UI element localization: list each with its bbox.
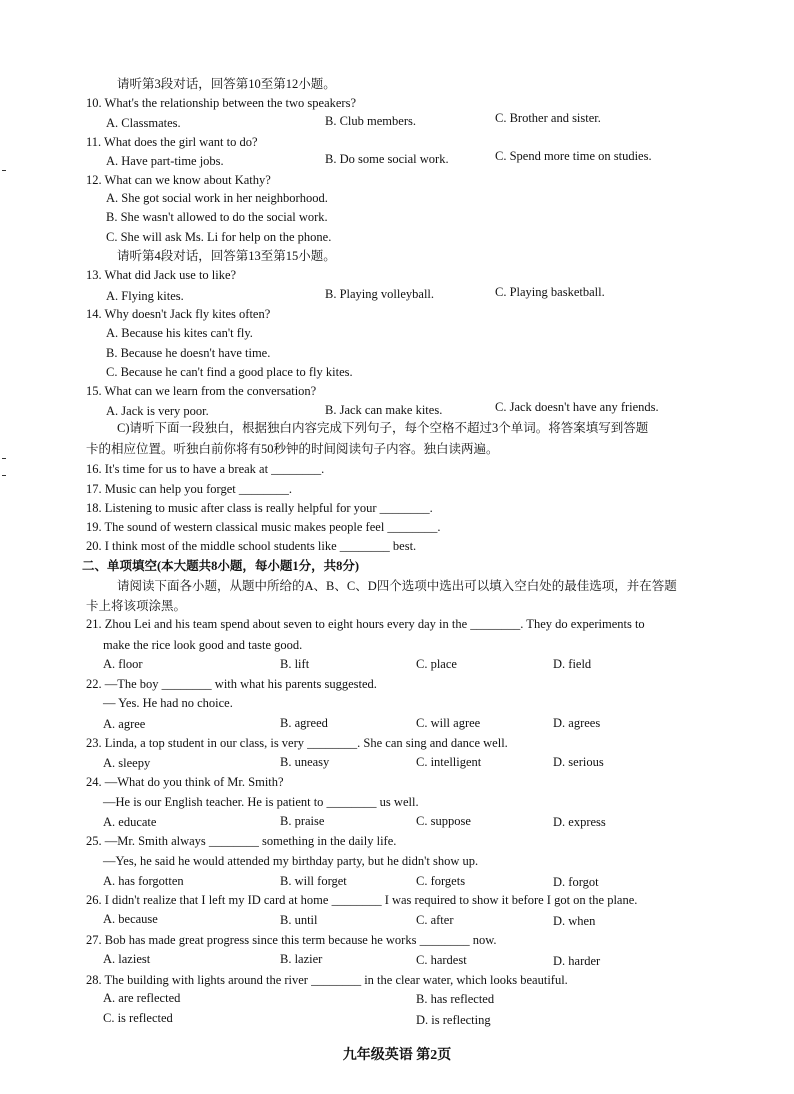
section-intro-3: 请听第3段对话，回答第10至第12小题。 bbox=[117, 77, 336, 91]
q28-option-a[interactable]: A. are reflected bbox=[103, 991, 181, 1005]
q23-stem: 23. Linda, a top student in our class, is very ________. She can sing and dance well. bbox=[86, 736, 508, 750]
page-footer: 九年级英语 第2页 bbox=[342, 1048, 452, 1063]
q14-option-c[interactable]: C. Because he can't find a good place to fly kites. bbox=[106, 365, 353, 379]
margin-mark bbox=[2, 458, 6, 459]
q22-stem: 22. —The boy ________ with what his parents suggested. bbox=[86, 677, 377, 691]
q27-stem: 27. Bob has made great progress since this term because he works ________ now. bbox=[86, 933, 497, 947]
part-c-instructions-1: C)请听下面一段独白，根据独白内容完成下列句子，每个空格不超过3个单词。将答案填写到答题 bbox=[117, 421, 649, 435]
margin-mark bbox=[2, 475, 6, 476]
q13-option-c[interactable]: C. Playing basketball. bbox=[495, 285, 605, 299]
q27-option-a[interactable]: A. laziest bbox=[103, 952, 151, 966]
q11-option-a[interactable]: A. Have part-time jobs. bbox=[106, 154, 224, 168]
part-2-title: 二、单项填空(本大题共8小题，每小题1分，共8分) bbox=[82, 559, 360, 573]
q26-option-b[interactable]: B. until bbox=[280, 913, 318, 927]
q10-stem: 10. What's the relationship between the two speakers? bbox=[86, 96, 356, 110]
q24-option-a[interactable]: A. educate bbox=[103, 815, 157, 829]
q10-option-b[interactable]: B. Club members. bbox=[325, 114, 416, 128]
q26-option-c[interactable]: C. after bbox=[416, 913, 454, 927]
q25-option-a[interactable]: A. has forgotten bbox=[103, 874, 184, 888]
q25-stem: 25. —Mr. Smith always ________ something in the daily life. bbox=[86, 834, 397, 848]
q27-option-b[interactable]: B. lazier bbox=[280, 952, 323, 966]
q18-sentence: 18. Listening to music after class is really helpful for your ________. bbox=[86, 501, 433, 515]
q17-sentence: 17. Music can help you forget ________. bbox=[86, 482, 292, 496]
q23-option-a[interactable]: A. sleepy bbox=[103, 756, 151, 770]
q21-option-c[interactable]: C. place bbox=[416, 657, 457, 671]
q12-option-b[interactable]: B. She wasn't allowed to do the social work. bbox=[106, 210, 328, 224]
q13-stem: 13. What did Jack use to like? bbox=[86, 268, 237, 282]
q22-option-a[interactable]: A. agree bbox=[103, 717, 146, 731]
q20-sentence: 20. I think most of the middle school students like ________ best. bbox=[86, 539, 417, 553]
margin-mark bbox=[2, 170, 6, 171]
q10-option-c[interactable]: C. Brother and sister. bbox=[495, 111, 601, 125]
q13-option-a[interactable]: A. Flying kites. bbox=[106, 289, 184, 303]
q27-option-d[interactable]: D. harder bbox=[553, 954, 601, 968]
part-2-instructions-2: 卡上将该项涂黑。 bbox=[86, 599, 187, 613]
q16-sentence: 16. It's time for us to have a break at ________. bbox=[86, 462, 325, 476]
q25-option-d[interactable]: D. forgot bbox=[553, 875, 599, 889]
q25-option-c[interactable]: C. forgets bbox=[416, 874, 466, 888]
q23-option-d[interactable]: D. serious bbox=[553, 755, 604, 769]
part-2-instructions-1: 请阅读下面各小题，从题中所给的A、B、C、D四个选项中选出可以填入空白处的最佳选项，并在答题 bbox=[117, 579, 677, 593]
q22-option-d[interactable]: D. agrees bbox=[553, 716, 601, 730]
q21-option-b[interactable]: B. lift bbox=[280, 657, 310, 671]
q11-option-c[interactable]: C. Spend more time on studies. bbox=[495, 149, 652, 163]
q28-stem: 28. The building with lights around the river ________ in the clear water, which looks beautiful. bbox=[86, 973, 568, 987]
q25-option-b[interactable]: B. will forget bbox=[280, 874, 347, 888]
q28-option-d[interactable]: D. is reflecting bbox=[416, 1013, 491, 1027]
q24-response: —He is our English teacher. He is patient to ________ us well. bbox=[103, 795, 419, 809]
q28-option-b[interactable]: B. has reflected bbox=[416, 992, 495, 1006]
q22-response: — Yes. He had no choice. bbox=[103, 696, 233, 710]
q25-response: —Yes, he said he would attended my birthday party, but he didn't show up. bbox=[103, 854, 479, 868]
q27-option-c[interactable]: C. hardest bbox=[416, 953, 467, 967]
q12-option-a[interactable]: A. She got social work in her neighborhood. bbox=[106, 191, 328, 205]
q11-option-b[interactable]: B. Do some social work. bbox=[325, 152, 449, 166]
q12-option-c[interactable]: C. She will ask Ms. Li for help on the phone. bbox=[106, 230, 332, 244]
q21-option-a[interactable]: A. floor bbox=[103, 657, 143, 671]
q13-option-b[interactable]: B. Playing volleyball. bbox=[325, 287, 435, 301]
q24-option-b[interactable]: B. praise bbox=[280, 814, 325, 828]
q10-option-a[interactable]: A. Classmates. bbox=[106, 116, 181, 130]
q14-option-b[interactable]: B. Because he doesn't have time. bbox=[106, 346, 271, 360]
q19-sentence: 19. The sound of western classical music makes people feel ________. bbox=[86, 520, 441, 534]
q28-option-c[interactable]: C. is reflected bbox=[103, 1011, 173, 1025]
q15-stem: 15. What can we learn from the conversation? bbox=[86, 384, 317, 398]
q15-option-a[interactable]: A. Jack is very poor. bbox=[106, 404, 209, 418]
q24-stem: 24. —What do you think of Mr. Smith? bbox=[86, 775, 284, 789]
q22-option-c[interactable]: C. will agree bbox=[416, 716, 481, 730]
q14-stem: 14. Why doesn't Jack fly kites often? bbox=[86, 307, 271, 321]
q23-option-c[interactable]: C. intelligent bbox=[416, 755, 482, 769]
q24-option-c[interactable]: C. suppose bbox=[416, 814, 471, 828]
q26-option-a[interactable]: A. because bbox=[103, 912, 158, 926]
q21-option-d[interactable]: D. field bbox=[553, 657, 592, 671]
q26-option-d[interactable]: D. when bbox=[553, 914, 596, 928]
q14-option-a[interactable]: A. Because his kites can't fly. bbox=[106, 326, 253, 340]
section-intro-4: 请听第4段对话，回答第13至第15小题。 bbox=[117, 249, 336, 263]
q12-stem: 12. What can we know about Kathy? bbox=[86, 173, 271, 187]
q21-stem-cont: make the rice look good and taste good. bbox=[103, 638, 303, 652]
q11-stem: 11. What does the girl want to do? bbox=[86, 135, 258, 149]
q15-option-b[interactable]: B. Jack can make kites. bbox=[325, 403, 443, 417]
q15-option-c[interactable]: C. Jack doesn't have any friends. bbox=[495, 400, 659, 414]
part-c-instructions-2: 卡的相应位置。听独白前你将有50秒钟的时间阅读句子内容。独白读两遍。 bbox=[86, 442, 499, 456]
q26-stem: 26. I didn't realize that I left my ID card at home ________ I was required to show it before I got on the plane. bbox=[86, 893, 638, 907]
q22-option-b[interactable]: B. agreed bbox=[280, 716, 328, 730]
q23-option-b[interactable]: B. uneasy bbox=[280, 755, 330, 769]
q24-option-d[interactable]: D. express bbox=[553, 815, 606, 829]
q21-stem: 21. Zhou Lei and his team spend about seven to eight hours every day in the ________. They do experiments to bbox=[86, 617, 645, 631]
